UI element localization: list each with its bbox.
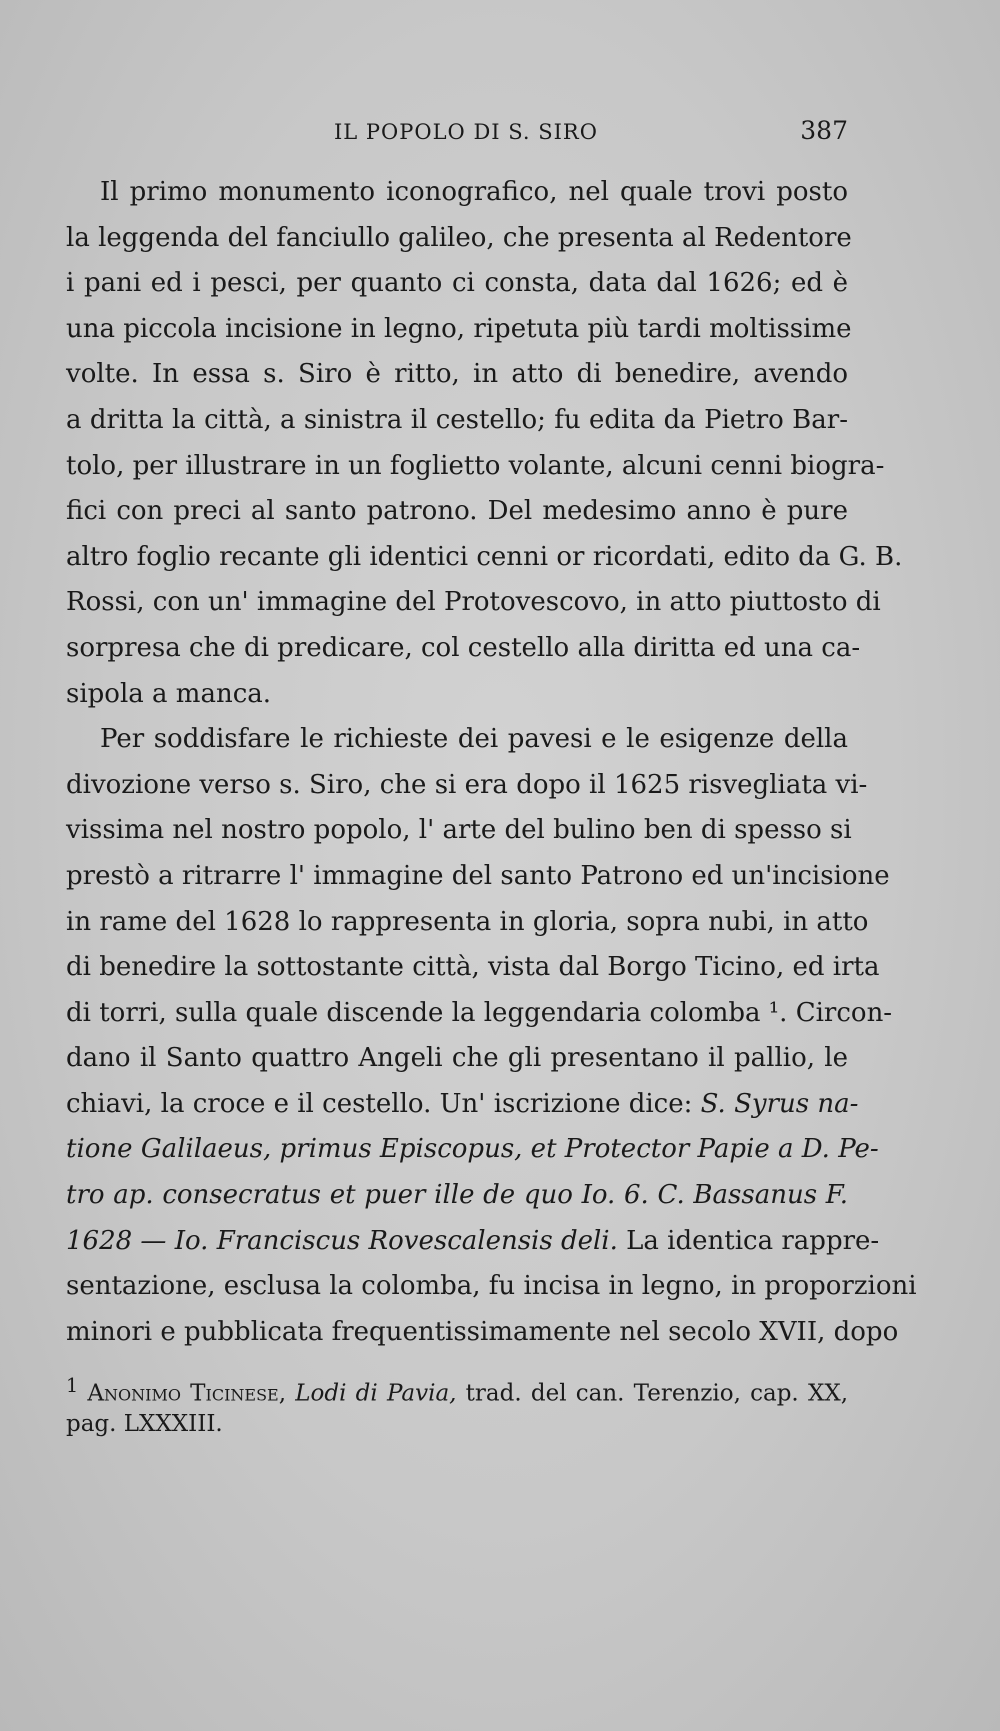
- inscription-text: tione Galilaeus, primus Episcopus, et Protector Papie a D. Pe-: [66, 1134, 879, 1165]
- text-line: Per soddisfare le richieste dei pavesi e le esigenze della: [100, 724, 848, 755]
- footnote-line: [66, 1366, 848, 1405]
- text-run: La identica rappre-: [617, 1225, 880, 1256]
- text-line-mixed: [66, 1219, 880, 1265]
- page-number: 387: [800, 116, 848, 145]
- text-line: di benedire la sottostante città, vista dal Borgo Ticino, ed irta: [66, 952, 880, 983]
- text-line: Rossi, con un' immagine del Protovescovo, in atto piuttosto di: [66, 587, 881, 618]
- text-line: vissima nel nostro popolo, l' arte del bulino ben di spesso si: [66, 815, 852, 846]
- text-run: chiavi, la croce e il cestello. Un' iscrizione dice:: [66, 1088, 701, 1119]
- footnote-line: pag. LXXXIII.: [66, 1411, 223, 1437]
- text-line: Il primo monumento iconografico, nel quale trovi posto: [100, 177, 848, 207]
- inscription-text: 1628 — Io. Franciscus Rovescalensis deli.: [66, 1225, 618, 1256]
- body-text: [66, 170, 917, 1355]
- footnote-rest: trad. del can. Terenzio, cap. XX,: [456, 1380, 849, 1407]
- footnote-title: Lodi di Pavia,: [295, 1380, 457, 1407]
- page-header: [66, 112, 848, 152]
- text-line-mixed: [66, 1082, 859, 1128]
- paragraph-2: [66, 717, 917, 1355]
- text-line: dano il Santo quattro Angeli che gli presentano il pallio, le: [66, 1043, 848, 1074]
- text-line: prestò a ritrarre l' immagine del santo Patrono ed un'incisione: [66, 860, 890, 891]
- text-line: a dritta la città, a sinistra il cestello; fu edita da Pietro Bar-: [66, 404, 848, 435]
- text-line: sentazione, esclusa la colomba, fu incisa in legno, in proporzioni: [66, 1271, 917, 1302]
- text-line: fici con preci al santo patrono. Del medesimo anno è pure: [66, 496, 848, 527]
- text-line: volte. In essa s. Siro è ritto, in atto di benedire, avendo: [66, 359, 848, 390]
- text-line: i pani ed i pesci, per quanto ci consta, data dal 1626; ed è: [66, 268, 848, 299]
- text-line: la leggenda del fanciullo galileo, che presenta al Redentore: [66, 222, 852, 253]
- inscription-text: tro ap. consecratus et puer ille de quo Io. 6. C. Bassanus F.: [66, 1180, 848, 1211]
- footnote-marker: 1: [66, 1374, 79, 1397]
- text-line: sorpresa che di predicare, col cestello alla diritta ed una ca-: [66, 632, 861, 663]
- footnotes: [66, 1366, 848, 1444]
- text-line-italic: [66, 1127, 879, 1173]
- text-line-italic: [66, 1173, 848, 1219]
- inscription-text: S. Syrus na-: [700, 1088, 859, 1119]
- text-line: di torri, sulla quale discende la leggendaria colomba ¹. Circon-: [66, 997, 893, 1028]
- text-line: divozione verso s. Siro, che si era dopo il 1625 risvegliata vi-: [66, 769, 868, 800]
- footnote-author: Anonimo Ticinese,: [87, 1380, 287, 1407]
- paragraph-1: [66, 170, 903, 717]
- text-line: minori e pubblicata frequentissimamente nel secolo XVII, dopo: [66, 1316, 899, 1347]
- text-line: tolo, per illustrare in un foglietto volante, alcuni cenni biogra-: [66, 450, 885, 481]
- text-line: altro foglio recante gli identici cenni or ricordati, edito da G. B.: [66, 541, 903, 572]
- running-head: IL POPOLO DI S. SIRO: [334, 120, 598, 144]
- text-line: una piccola incisione in legno, ripetuta più tardi moltissime: [66, 313, 852, 344]
- text-line: sipola a manca.: [66, 678, 272, 709]
- text-line: in rame del 1628 lo rappresenta in gloria, sopra nubi, in atto: [66, 906, 869, 937]
